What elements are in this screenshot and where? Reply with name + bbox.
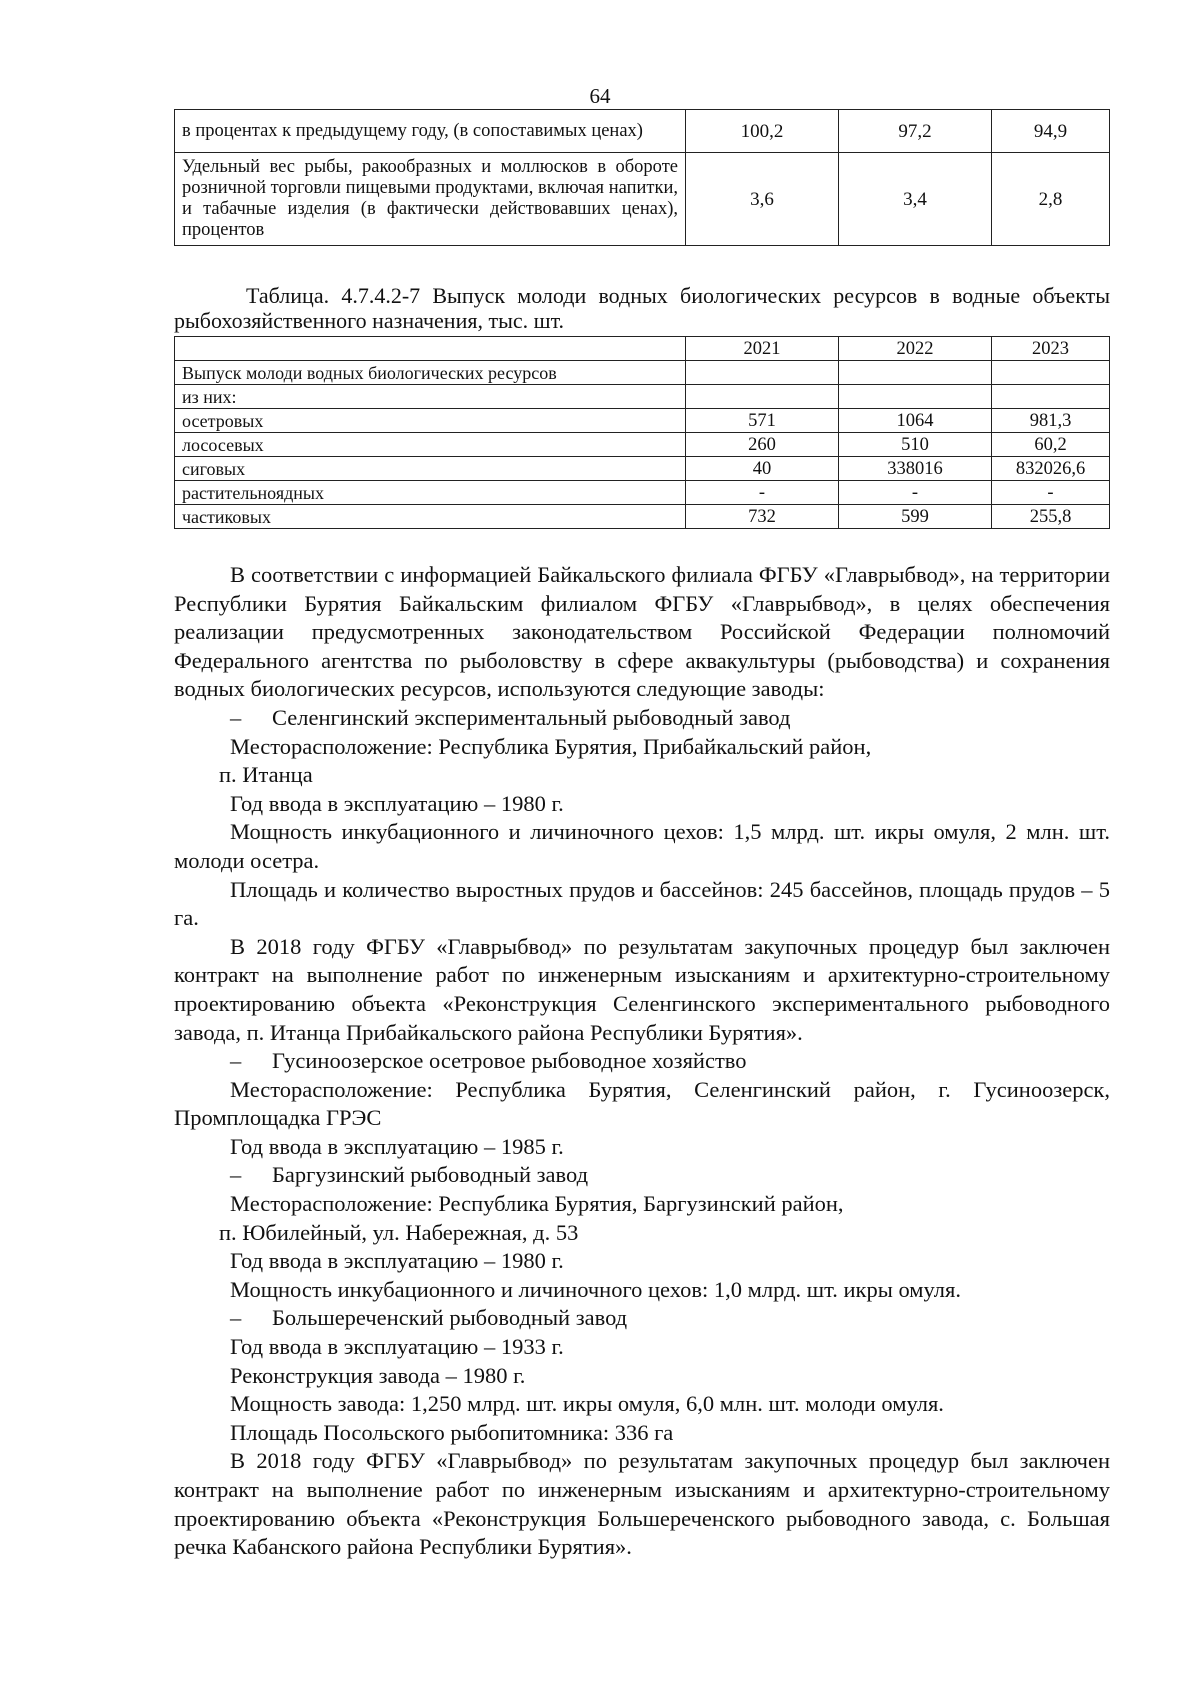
table-cell-2021: 260	[686, 433, 839, 457]
plant-location: Месторасположение: Республика Бурятия, Прибайкальский район,	[230, 733, 872, 759]
table-header-2023: 2023	[992, 337, 1110, 361]
table-cell-2023: 832026,6	[992, 457, 1110, 481]
plant-contract: В 2018 году ФГБУ «Главрыбвод» по результатам закупочных процедур был заключен контракт на выполнение работ по инженерным изысканиям и архитектурно-строительному проектированию объекта «Реконструкция Большереченского рыбоводного завода, с. Большая речка Кабанского района Республики Бурятия».	[174, 1448, 1110, 1560]
table-cell-2021: 732	[686, 505, 839, 529]
plant-name: Селенгинский экспериментальный рыбоводный завод	[272, 704, 791, 730]
table-header-row	[175, 337, 1110, 361]
table-caption: Таблица. 4.7.4.2-7 Выпуск молоди водных биологических ресурсов в водные объекты рыбохозяйственного назначения, тыс. шт.	[174, 283, 1110, 333]
table-cell-2021	[686, 361, 839, 385]
table-header-2021: 2021	[686, 337, 839, 361]
table-cell-label: в процентах к предыдущему году, (в сопоставимых ценах)	[175, 110, 686, 153]
table-row	[175, 457, 1110, 481]
table-cell-2021: 40	[686, 457, 839, 481]
table-cell-2022: -	[839, 481, 992, 505]
plant-location: Месторасположение: Республика Бурятия, Селенгинский район, г. Гусиноозерск, Промплощадка ГРЭС	[174, 1076, 1110, 1131]
table-cell-2022: 3,4	[839, 153, 992, 246]
table-cell-2022: 510	[839, 433, 992, 457]
table-row	[175, 385, 1110, 409]
table-cell-2023	[992, 385, 1110, 409]
table-cell-label: Удельный вес рыбы, ракообразных и моллюсков в обороте розничной торговли пищевыми продуктами, включая напитки, и табачные изделия (в фактически действовавших ценах), процентов	[175, 153, 686, 246]
table-cell-2022: 599	[839, 505, 992, 529]
plant-ponds-area: Площадь и количество выростных прудов и бассейнов: 245 бассейнов, площадь прудов – 5 га.	[174, 876, 1110, 931]
table-cell-label: лососевых	[175, 433, 686, 457]
plant-name: Баргузинский рыбоводный завод	[272, 1162, 589, 1188]
table-cell-2023: 255,8	[992, 505, 1110, 529]
plant-name: Гусиноозерское осетровое рыбоводное хозяйство	[272, 1048, 747, 1074]
table-cell-label: растительноядных	[175, 481, 686, 505]
plant-location-line-2: п. Юбилейный, ул. Набережная, д. 53	[219, 1219, 579, 1245]
table-cell-2023: 60,2	[992, 433, 1110, 457]
plant-location: Месторасположение: Республика Бурятия, Баргузинский район,	[230, 1191, 844, 1217]
dash-bullet: –	[230, 704, 242, 730]
plant-commission-year: Год ввода в эксплуатацию – 1980 г.	[230, 1248, 564, 1274]
plant-location-line-2: п. Итанца	[219, 762, 313, 788]
table-cell-2023: 94,9	[992, 110, 1110, 153]
table-cell-2023: -	[992, 481, 1110, 505]
dash-bullet: –	[230, 1162, 242, 1188]
table-row	[175, 433, 1110, 457]
table-cell-2021: 571	[686, 409, 839, 433]
table-header-2022: 2022	[839, 337, 992, 361]
table-row	[175, 409, 1110, 433]
table-header-blank	[175, 337, 686, 361]
table-cell-label: из них:	[175, 385, 686, 409]
plant-contract: В 2018 году ФГБУ «Главрыбвод» по результатам закупочных процедур был заключен контракт на выполнение работ по инженерным изысканиям и архитектурно-строительному проектированию объекта «Реконструкция Селенгинского экспериментального рыбоводного завода, п. Итанца Прибайкальского района Республики Бурятия».	[174, 933, 1110, 1045]
plant-capacity: Мощность инкубационного и личиночного цехов: 1,5 млрд. шт. икры омуля, 2 млн. шт. молоди осетра.	[174, 819, 1110, 873]
table-cell-2023	[992, 361, 1110, 385]
list-item-plant-3	[174, 1161, 1110, 1190]
table-cell-label: частиковых	[175, 505, 686, 529]
table-cell-label: осетровых	[175, 409, 686, 433]
list-item-plant-1	[174, 704, 1110, 733]
plant-commission-year: Год ввода в эксплуатацию – 1985 г.	[230, 1133, 564, 1159]
plant-commission-year: Год ввода в эксплуатацию – 1980 г.	[230, 790, 564, 816]
table-cell-2021: -	[686, 481, 839, 505]
table-cell-label: сиговых	[175, 457, 686, 481]
table-row	[175, 153, 1110, 246]
dash-bullet: –	[230, 1048, 242, 1074]
table-cell-2021: 100,2	[686, 110, 839, 153]
plant-capacity: Мощность инкубационного и личиночного цехов: 1,0 млрд. шт. икры омуля.	[230, 1276, 961, 1302]
body-text	[174, 561, 1110, 1562]
juvenile-release-table	[174, 336, 1110, 529]
list-item-plant-2	[174, 1047, 1110, 1076]
table-cell-2023: 981,3	[992, 409, 1110, 433]
page-number: 64	[589, 84, 611, 108]
intro-paragraph: В соответствии с информацией Байкальского филиала ФГБУ «Главрыбвод», на территории Республики Бурятия Байкальским филиалом ФГБУ «Главрыбвод», в целях обеспечения реализации предусмотренных законодательством Российской Федерации полномочий Федерального агентства по рыболовству в сфере аквакультуры (рыбоводства) и сохранения водных биологических ресурсов, используются следующие заводы:	[174, 562, 1110, 702]
table-row	[175, 505, 1110, 529]
table-cell-2021	[686, 385, 839, 409]
table-row	[175, 110, 1110, 153]
dash-bullet: –	[230, 1305, 242, 1331]
table-cell-2022: 97,2	[839, 110, 992, 153]
nursery-area: Площадь Посольского рыбопитомника: 336 га	[230, 1419, 674, 1445]
table-cell-label: Выпуск молоди водных биологических ресурсов	[175, 361, 686, 385]
table-cell-2022	[839, 385, 992, 409]
plant-reconstruction: Реконструкция завода – 1980 г.	[230, 1362, 526, 1388]
table-cell-2023: 2,8	[992, 153, 1110, 246]
table-cell-2022	[839, 361, 992, 385]
table-row	[175, 481, 1110, 505]
list-item-plant-4	[174, 1304, 1110, 1333]
plant-name: Большереченский рыбоводный завод	[272, 1305, 628, 1331]
table-cell-2021: 3,6	[686, 153, 839, 246]
table-row	[175, 361, 1110, 385]
table-cell-2022: 338016	[839, 457, 992, 481]
retail-share-table	[174, 109, 1110, 246]
table-cell-2022: 1064	[839, 409, 992, 433]
plant-commission-year: Год ввода в эксплуатацию – 1933 г.	[230, 1334, 564, 1360]
plant-capacity: Мощность завода: 1,250 млрд. шт. икры омуля, 6,0 млн. шт. молоди омуля.	[230, 1391, 944, 1417]
